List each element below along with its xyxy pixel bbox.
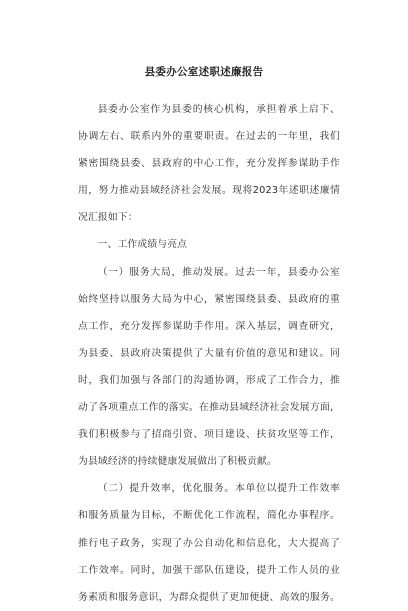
text-line: （二）提升效率，优化服务。本单位以提升工作效率 xyxy=(97,483,340,495)
paragraph-service xyxy=(78,259,340,476)
section-heading xyxy=(78,231,340,258)
text-line: 时，我们加强与各部门的沟通协调，形成了工作合力，推 xyxy=(78,374,340,386)
text-line: 和服务质量为目标，不断优化工作流程，简化办事程序。 xyxy=(78,510,340,522)
text-line: 协调左右、联系内外的重要职责。在过去的一年里，我们 xyxy=(78,131,340,143)
text-line: 务素质和服务意识，为群众提供了更加便捷、高效的服务。 xyxy=(78,591,340,603)
text-line: 推行电子政务，实现了办公自动化和信息化，大大提高了 xyxy=(78,537,340,549)
text-line: 我们积极参与了招商引资、项目建设、扶贫攻坚等工作， xyxy=(78,429,340,441)
text-line: 动了各项重点工作的落实。在推动县域经济社会发展方面， xyxy=(78,402,340,414)
heading-text: 一、工作成绩与亮点 xyxy=(97,239,188,251)
text-line: 县委办公室作为县委的核心机构，承担着承上启下、 xyxy=(97,104,340,115)
document-title: 县委办公室述职述廉报告 xyxy=(144,66,264,78)
text-line: 点工作，充分发挥参谋助手作用。深入基层，调查研究， xyxy=(78,320,340,332)
text-line: （一）服务大局，推动发展。过去一年，县委办公室 xyxy=(97,266,340,278)
text-line: 为县委、县政府决策提供了大量有价值的意见和建议。同 xyxy=(78,347,340,359)
text-line: 工作效率。同时，加强干部队伍建设，提升工作人员的业 xyxy=(78,564,340,576)
text-line: 用，努力推动县域经济社会发展。现将2023年述职述廉情 xyxy=(78,185,340,197)
paragraph-efficiency xyxy=(78,475,340,610)
text-line: 始终坚持以服务大局为中心，紧密围绕县委、县政府的重 xyxy=(78,293,340,305)
text-line: 况汇报如下： xyxy=(78,212,138,224)
paragraph-intro xyxy=(78,96,340,231)
text-line: 紧密围绕县委、县政府的中心工作，充分发挥参谋助手作 xyxy=(78,158,340,170)
text-line: 为县域经济的持续健康发展做出了积极贡献。 xyxy=(78,456,277,468)
document-body xyxy=(78,96,340,611)
